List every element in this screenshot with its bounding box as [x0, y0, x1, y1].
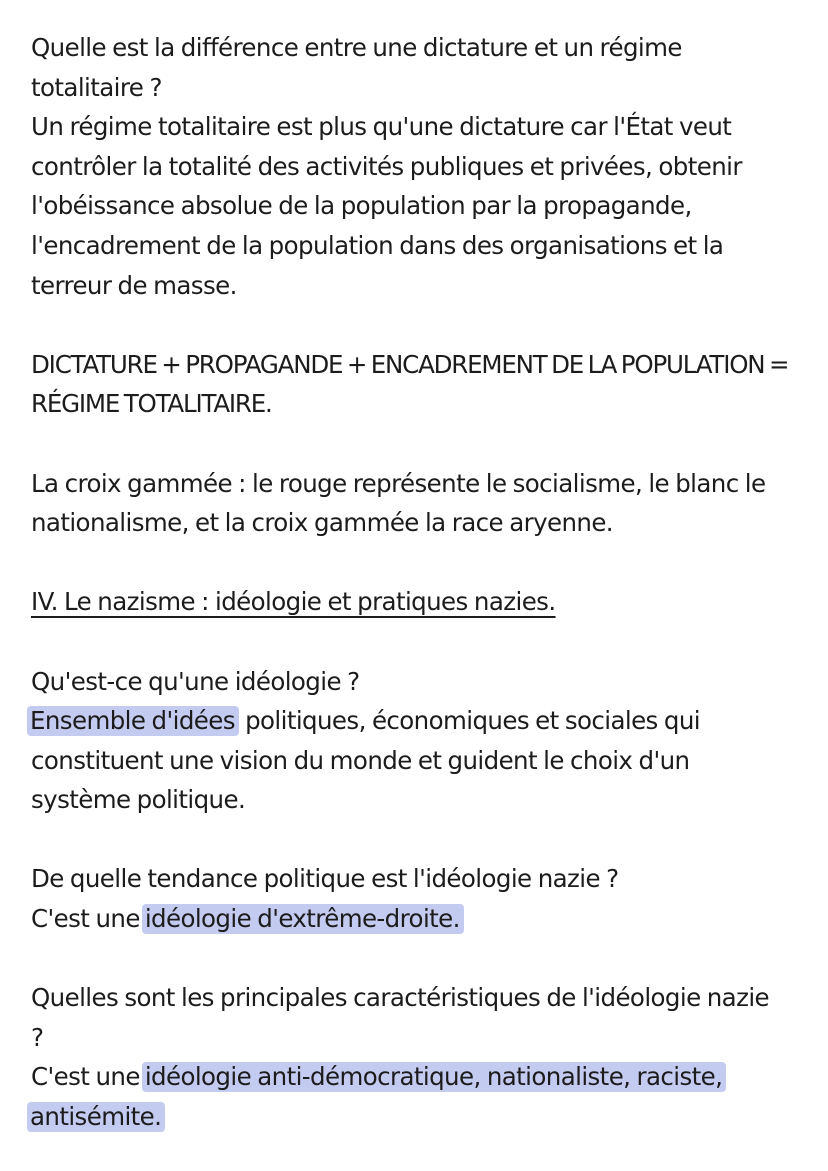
question-tendency: De quelle tendance politique est l'idéologie nazie ? [31, 864, 619, 894]
text-segment: C'est une [31, 904, 140, 934]
highlighted-text: idéologie d'extrême-droite. [142, 904, 464, 934]
text-line: Quelle est la différence entre une dictature et un régime [31, 33, 682, 62]
answer-characteristics [31, 1057, 810, 1136]
question-difference [31, 28, 810, 107]
text-line: nationalisme, et la croix gammée la race aryenne. [31, 508, 613, 538]
text-line: terreur de masse. [31, 270, 237, 300]
text-line [31, 1097, 810, 1137]
text-line: constituent une vision du monde et guident le choix d'un [31, 745, 690, 775]
text-line [31, 1057, 810, 1097]
question-characteristics [31, 978, 810, 1057]
text-line [31, 701, 810, 741]
croix-gammee-note [31, 464, 810, 543]
text-line: totalitaire ? [31, 72, 162, 102]
question-ideology: Qu'est-ce qu'une idéologie ? [31, 666, 360, 696]
highlighted-text: idéologie anti-démocratique, nationaliste, raciste, [142, 1062, 727, 1092]
text-segment: politiques, économiques et sociales qui [238, 706, 700, 736]
spacer [31, 939, 810, 979]
text-line: système politique. [31, 785, 246, 815]
text-line: Un régime totalitaire est plus qu'une dictature car l'État veut [31, 112, 732, 142]
text-line: l'encadrement de la population dans des organisations et la [31, 230, 724, 260]
spacer [31, 622, 810, 662]
answer-totalitarian [31, 107, 810, 305]
spacer [31, 305, 810, 345]
text-line: DICTATURE + PROPAGANDE + ENCADREMENT DE LA POPULATION = [31, 349, 789, 379]
text-line: ? [31, 1022, 44, 1052]
text-line: Quelles sont les principales caractéristiques de l'idéologie nazie [31, 983, 770, 1013]
text-line: RÉGIME TOTALITAIRE. [31, 389, 272, 419]
text-line: l'obéissance absolue de la population par la propagande, [31, 191, 692, 221]
section-title-text: IV. Le nazisme : idéologie et pratiques nazies. [31, 587, 556, 617]
text-line: La croix gammée : le rouge représente le socialisme, le blanc le [31, 468, 766, 498]
spacer [31, 424, 810, 464]
section-title [31, 582, 810, 622]
formula-block [31, 345, 810, 424]
answer-tendency [31, 899, 810, 939]
spacer [31, 543, 810, 583]
highlighted-text: Ensemble d'idées [27, 706, 239, 736]
answer-ideology [31, 701, 810, 820]
text-line: contrôler la totalité des activités publiques et privées, obtenir [31, 151, 742, 181]
highlighted-text: antisémite. [27, 1102, 165, 1132]
spacer [31, 820, 810, 860]
text-segment: C'est une [31, 1062, 140, 1092]
